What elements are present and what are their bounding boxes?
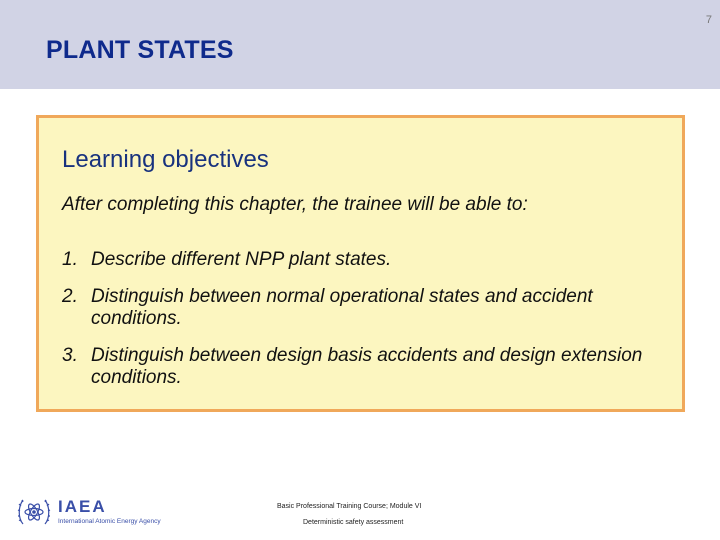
objective-number: 3.: [62, 345, 78, 366]
objective-text: Describe different NPP plant states.: [91, 249, 392, 270]
logo-subtitle: International Atomic Energy Agency: [58, 518, 161, 525]
page-number: 7: [705, 14, 712, 26]
iaea-logo: [16, 494, 166, 530]
objective-text: Distinguish between normal operational states and accident conditions.: [91, 286, 593, 329]
objectives-heading: Learning objectives: [62, 146, 269, 173]
objective-number: 1.: [62, 249, 78, 270]
objective-item: [62, 286, 662, 330]
logo-name: IAEA: [58, 497, 107, 516]
iaea-emblem-icon: [16, 494, 52, 530]
header-band: [0, 0, 720, 89]
learning-objectives-box: [36, 115, 685, 412]
footer-subtitle: Deterministic safety assessment: [303, 519, 404, 526]
objectives-intro: After completing this chapter, the trainee will be able to:: [62, 194, 528, 215]
slide-title: PLANT STATES: [46, 36, 234, 64]
objective-item: [62, 249, 662, 271]
objectives-list: [62, 249, 662, 404]
objective-number: 2.: [62, 286, 78, 307]
footer-course: Basic Professional Training Course; Module VI: [277, 503, 422, 510]
objective-text: Distinguish between design basis accidents and design extension conditions.: [91, 345, 643, 388]
objective-item: [62, 345, 662, 389]
